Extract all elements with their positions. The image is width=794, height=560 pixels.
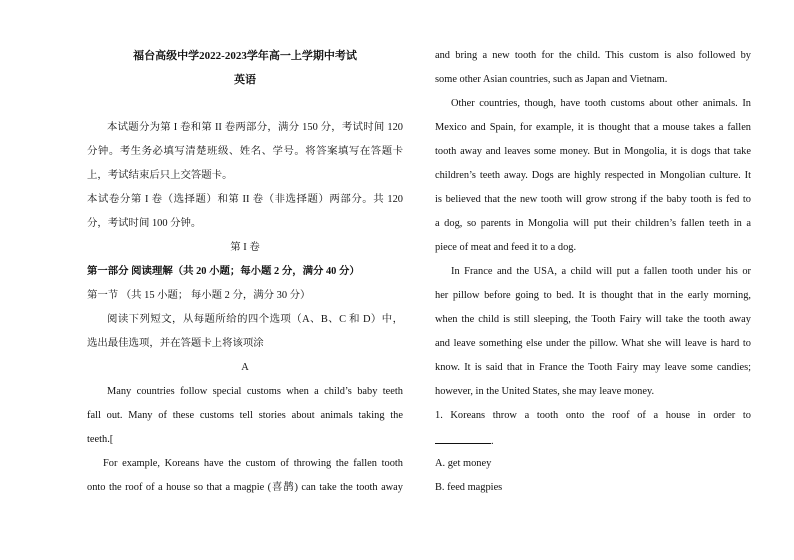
passage-line: For example, Koreans have the custom of throwing the fallen tooth	[103, 458, 403, 469]
volume-title: 第 I 卷	[230, 242, 260, 253]
passage-label: A	[241, 362, 249, 373]
passage-line: Other countries, though, have tooth customs about other animals. In	[451, 98, 751, 109]
passage-line: Many countries follow special customs when a child’s baby teeth	[107, 386, 403, 397]
passage-line: is believed that the new tooth will grow strong if the baby tooth is fed to	[435, 194, 751, 205]
answer-blank	[435, 434, 494, 448]
passage-line: children’s teeth away. Dogs are highly respected in Mongolian culture. It	[435, 170, 751, 181]
passage-line: fall out. Many of these customs tell stories about animals taking the	[87, 410, 403, 421]
reading-instruction-line: 选出最佳选项，并在答题卡上将该项涂	[87, 338, 264, 349]
passage-line: In France and the USA, a child will put a fallen tooth under his or	[451, 266, 751, 277]
section-title: 第一节 （共 15 小题； 每小题 2 分，满分 30 分）	[87, 290, 311, 301]
question-stem: 1. Koreans throw a tooth onto the roof of a house in order to	[435, 410, 751, 421]
instruction-line: 分，考试时间 100 分钟。	[87, 218, 202, 229]
blank-underline	[435, 434, 491, 444]
passage-line: know. It is said that in France the Tooth Fairy may leave some candies;	[435, 362, 751, 373]
passage-line: tooth away and leaves some money. But in Mongolia, it is dogs that take	[435, 146, 751, 157]
instruction-line: 本试题分为第 I 卷和第 II 卷两部分，满分 150 分，考试时间 120	[107, 122, 403, 133]
passage-line: piece of meat and feed it to a dog.	[435, 242, 577, 253]
passage-line: and bring a new tooth for the child. This custom is also followed by	[435, 50, 751, 61]
passage-line: Mexico and Spain, for example, it is thought that a mouse takes a fallen	[435, 122, 751, 133]
option-b: B. feed magpies	[435, 482, 503, 493]
instruction-line: 分钟。考生务必填写清楚班级、姓名、学号。将答案填写在答题卡	[87, 146, 403, 157]
reading-instruction-line: 阅读下列短文，从每题所给的四个选项（A、B、C 和 D）中，	[107, 314, 403, 325]
subject-title: 英语	[234, 74, 256, 86]
passage-line: however, in the United States, she may leave money.	[435, 386, 655, 397]
instruction-line: 本试卷分第 I 卷（选择题）和第 II 卷（非选择题）两部分。共 120	[87, 194, 403, 205]
passage-line: onto the roof of a house so that a magpie (喜鹊) can take the tooth away	[87, 482, 403, 493]
blank-period: .	[491, 436, 494, 447]
passage-line: her pillow before going to bed. It is thought that in the early morning,	[435, 290, 751, 301]
instruction-line: 上，考试结束后只上交答题卡。	[87, 170, 233, 181]
option-a: A. get money	[435, 458, 492, 469]
passage-line: some other Asian countries, such as Japan and Vietnam.	[435, 74, 668, 85]
passage-line: teeth.[	[87, 434, 114, 445]
part-title: 第一部分 阅读理解（共 20 小题；每小题 2 分，满分 40 分）	[87, 266, 360, 277]
exam-title: 福台高级中学2022-2023学年高一上学期中考试	[133, 50, 357, 62]
passage-line: when the child is still sleeping, the Tooth Fairy will take the tooth away	[435, 314, 751, 325]
passage-line: a dog, so parents in Mongolia will put their children’s fallen teeth in a	[435, 218, 751, 229]
passage-line: and leave something else under the pillow. What she will leave is hard to	[435, 338, 751, 349]
